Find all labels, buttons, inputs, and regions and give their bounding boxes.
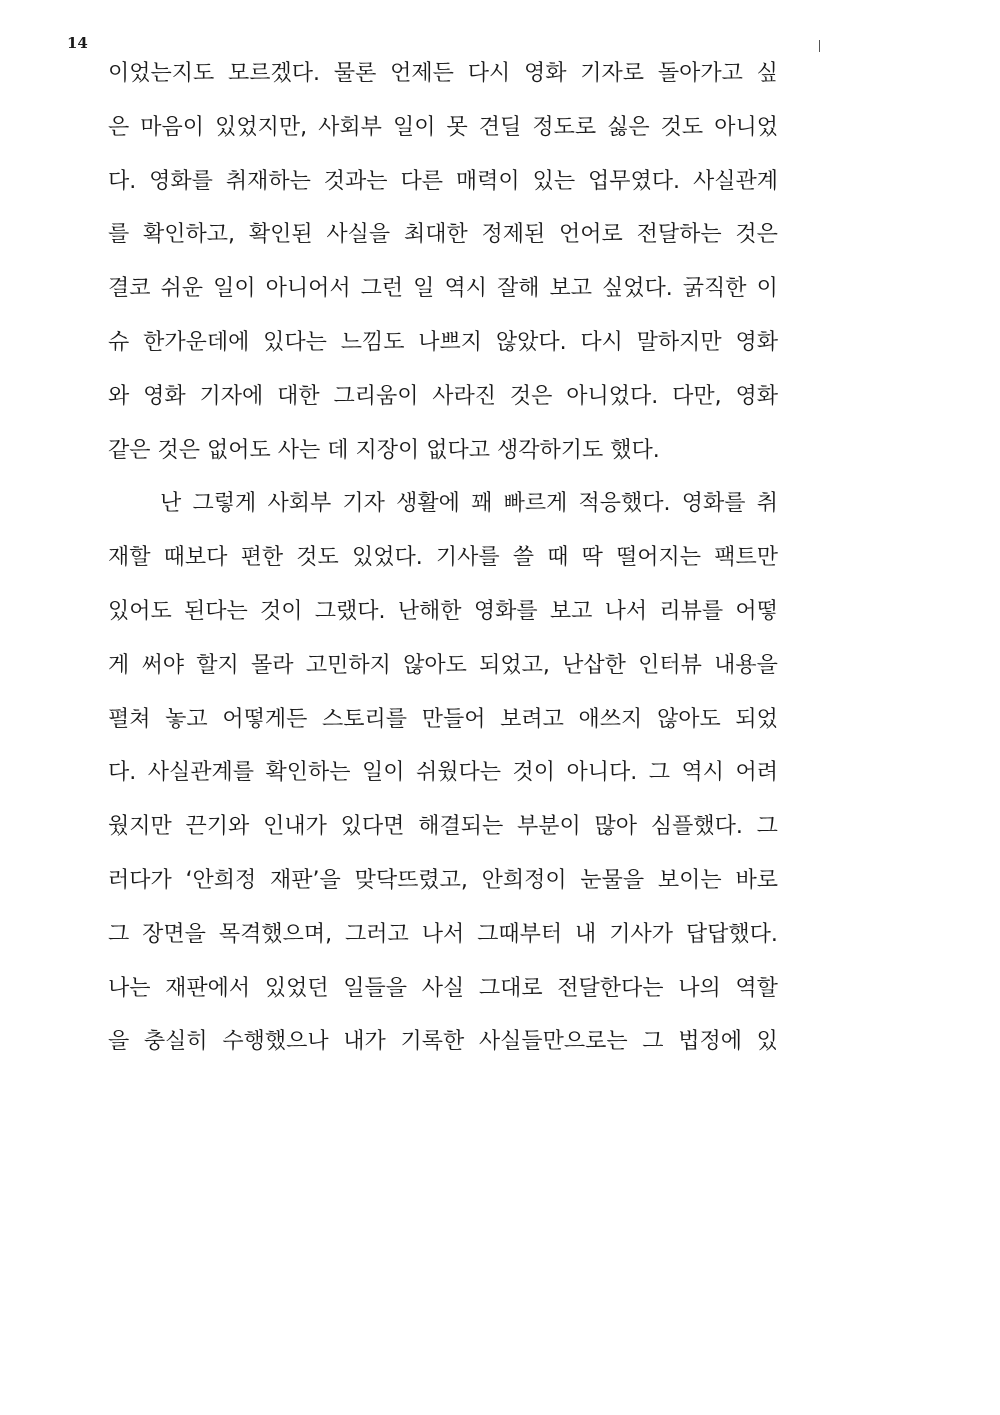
text-word: 빠르게 bbox=[503, 491, 568, 517]
text-word: 내가 bbox=[343, 1029, 386, 1055]
text-line bbox=[108, 56, 778, 110]
text-line bbox=[108, 594, 778, 648]
text-word: 잘해 bbox=[496, 276, 540, 302]
text-word: 매력이 bbox=[455, 168, 520, 194]
text-word: 기록한 bbox=[400, 1029, 465, 1055]
text-word: 사회부 bbox=[267, 491, 332, 517]
text-line bbox=[108, 486, 778, 540]
text-word: 내 bbox=[575, 921, 597, 947]
text-word: 있었던 bbox=[264, 975, 329, 1001]
text-word: 그러고 bbox=[345, 921, 409, 947]
text-line bbox=[108, 648, 778, 702]
text-word: 역시 bbox=[444, 276, 487, 302]
text-word: 나의 bbox=[678, 975, 721, 1001]
text-word: 일이 bbox=[361, 760, 405, 786]
text-word: 인터뷰 bbox=[638, 652, 702, 678]
text-word: 사실을 bbox=[326, 222, 391, 248]
text-word: 다시 bbox=[580, 329, 623, 355]
text-word: 재할 bbox=[108, 545, 151, 571]
text-word: 을 bbox=[108, 1029, 130, 1055]
text-line bbox=[108, 702, 778, 756]
text-word: 때 bbox=[547, 545, 569, 571]
text-word: 되었고, bbox=[479, 652, 550, 678]
text-word: 싶 bbox=[756, 61, 778, 86]
text-word: 영화를 bbox=[149, 168, 213, 194]
text-word: 전달하는 bbox=[636, 222, 722, 248]
text-word: 사실관계 bbox=[692, 168, 778, 194]
text-word: 떨어지는 bbox=[616, 545, 702, 571]
corner-tick-mark bbox=[819, 40, 820, 52]
text-word: 보고 bbox=[549, 276, 593, 302]
text-word: 재판에서 bbox=[165, 975, 251, 1001]
text-word: 편한 bbox=[240, 545, 284, 571]
text-word: 수행했으나 bbox=[222, 1029, 329, 1055]
text-word: 난해한 bbox=[397, 598, 462, 624]
text-word: 다. bbox=[108, 760, 137, 786]
text-word: 목격했으며, bbox=[218, 921, 333, 947]
text-word: 리뷰를 bbox=[659, 598, 724, 624]
text-word: 다. bbox=[108, 168, 137, 194]
text-word: 보고 bbox=[549, 598, 593, 624]
text-word: 것이 bbox=[260, 598, 303, 624]
text-word: 놓고 bbox=[165, 706, 208, 732]
text-word: 결코 bbox=[108, 276, 151, 302]
text-word: 장면을 bbox=[142, 921, 206, 947]
text-word: 지장이 bbox=[355, 437, 427, 463]
text-word: 적응했다. bbox=[578, 491, 671, 517]
text-word: 게 bbox=[108, 652, 130, 678]
text-word: 전달한다는 bbox=[557, 975, 664, 1001]
text-word: 확인된 bbox=[248, 222, 313, 248]
text-word: 그렇게 bbox=[192, 491, 257, 517]
text-word: 견딜 bbox=[478, 114, 522, 140]
text-word: 굵직한 bbox=[682, 276, 747, 302]
text-word: 물론 bbox=[333, 61, 377, 86]
text-line bbox=[108, 433, 778, 487]
text-word: 이 bbox=[756, 276, 778, 302]
text-word: 사실관계를 bbox=[147, 760, 254, 786]
text-word: 느낌도 bbox=[340, 329, 405, 355]
text-word: 아니었다. bbox=[566, 383, 659, 409]
text-word: 쓸 bbox=[512, 545, 535, 571]
text-word: 때보다 bbox=[163, 545, 228, 571]
text-word: 돌아가고 bbox=[657, 61, 743, 86]
text-word: 아니어서 bbox=[265, 276, 351, 302]
text-word: 취 bbox=[756, 491, 778, 517]
text-word: 영화 bbox=[735, 383, 778, 409]
text-word: 를 bbox=[108, 222, 130, 248]
text-word: 이었는지도 bbox=[108, 61, 215, 86]
text-word: 그랬다. bbox=[314, 598, 386, 624]
text-word: 심플했다. bbox=[650, 814, 743, 840]
text-word: 있는 bbox=[532, 168, 576, 194]
text-word: 그 bbox=[648, 760, 670, 786]
text-word: 어떻 bbox=[735, 598, 778, 624]
text-word: 러다가 bbox=[108, 867, 172, 893]
text-word: 것은 bbox=[735, 222, 778, 248]
text-word: 스토리를 bbox=[322, 706, 408, 732]
text-word: 아니다. bbox=[566, 760, 638, 786]
text-word: 맞닥뜨렸고, bbox=[354, 867, 468, 893]
text-word: 답답했다. bbox=[685, 921, 778, 947]
text-word: 정제된 bbox=[481, 222, 546, 248]
text-word: 생각하기도 bbox=[497, 437, 611, 463]
text-word: 기자 bbox=[342, 491, 385, 517]
text-word: 난삽한 bbox=[562, 652, 626, 678]
text-word: 다시 bbox=[467, 61, 511, 86]
text-line bbox=[108, 917, 778, 971]
text-word: 모르겠다. bbox=[228, 61, 321, 86]
text-word: 되었 bbox=[735, 706, 778, 732]
text-word: 말하지만 bbox=[636, 329, 722, 355]
text-word: 그 bbox=[642, 1029, 664, 1055]
text-word: 기자에 bbox=[199, 383, 264, 409]
text-word: 된다는 bbox=[184, 598, 248, 624]
text-word: 그 bbox=[108, 921, 130, 947]
text-word: 영화 bbox=[735, 329, 778, 355]
text-word: 것과는 bbox=[323, 168, 388, 194]
text-word: 기사가 bbox=[609, 921, 673, 947]
body-text bbox=[108, 56, 778, 1078]
text-word: 취재하는 bbox=[225, 168, 311, 194]
text-word: 최대한 bbox=[403, 222, 468, 248]
text-word: 사회부 bbox=[318, 114, 382, 140]
text-line bbox=[108, 379, 778, 433]
text-word: 업무였다. bbox=[588, 168, 681, 194]
text-word: 그때부터 bbox=[477, 921, 563, 947]
text-word: 싫은 bbox=[607, 114, 650, 140]
text-word: 나서 bbox=[421, 921, 465, 947]
text-word: 쉬웠다는 bbox=[415, 760, 501, 786]
text-word: 역할 bbox=[735, 975, 778, 1001]
text-word: 언제든 bbox=[390, 61, 454, 86]
text-word: 보이는 bbox=[657, 867, 722, 893]
text-word: 기사를 bbox=[435, 545, 500, 571]
text-word: 것은 bbox=[509, 383, 553, 409]
text-word: 그 bbox=[756, 814, 778, 840]
text-word: 마음이 bbox=[140, 114, 205, 140]
text-word: 몰라 bbox=[251, 652, 294, 678]
text-word: 아니었 bbox=[714, 114, 778, 140]
text-word: 역시 bbox=[681, 760, 724, 786]
text-word: 사실 bbox=[421, 975, 465, 1001]
text-word: 펼쳐 bbox=[108, 706, 151, 732]
text-word: 확인하고, bbox=[143, 222, 236, 248]
text-word: 않았다. bbox=[495, 329, 567, 355]
text-word: 할지 bbox=[196, 652, 239, 678]
text-word: 내용을 bbox=[714, 652, 778, 678]
text-word: 싶었다. bbox=[602, 276, 673, 302]
text-word: 만들어 bbox=[421, 706, 486, 732]
text-line bbox=[108, 110, 778, 164]
text-word: 보려고 bbox=[500, 706, 564, 732]
text-word: 와 bbox=[108, 383, 130, 409]
text-word: 써야 bbox=[141, 652, 185, 678]
text-word: 정도로 bbox=[532, 114, 597, 140]
text-word: 일이 bbox=[213, 276, 256, 302]
text-word: 다른 bbox=[400, 168, 443, 194]
text-word: 고민하지 bbox=[305, 652, 391, 678]
text-line bbox=[108, 971, 778, 1025]
text-word: 없다고 bbox=[426, 437, 497, 463]
text-word: 그런 bbox=[360, 276, 404, 302]
text-word: 있다면 bbox=[340, 814, 405, 840]
text-word: 팩트만 bbox=[714, 545, 778, 571]
text-word: 안희정이 bbox=[481, 867, 567, 893]
text-line bbox=[108, 540, 778, 594]
text-word: 언어로 bbox=[559, 222, 623, 248]
text-word: 사실들만으로는 bbox=[478, 1029, 628, 1055]
text-word: 것이 bbox=[512, 760, 555, 786]
text-word: 사라진 bbox=[432, 383, 497, 409]
text-word: 은 bbox=[108, 114, 130, 140]
text-line bbox=[108, 164, 778, 218]
text-word: 나쁘지 bbox=[418, 329, 483, 355]
text-word: 있어도 bbox=[108, 598, 172, 624]
text-line bbox=[108, 755, 778, 809]
text-word: 충실히 bbox=[143, 1029, 208, 1055]
text-word: 어려 bbox=[735, 760, 778, 786]
text-word: 어떻게든 bbox=[222, 706, 308, 732]
text-word: 생활에 bbox=[396, 491, 460, 517]
text-word: 재판’을 bbox=[270, 867, 341, 893]
text-word: 많아 bbox=[594, 814, 638, 840]
text-word: 바로 bbox=[735, 867, 778, 893]
text-word: 일이 bbox=[392, 114, 436, 140]
text-word: 않아도 bbox=[656, 706, 721, 732]
text-word: 했다. bbox=[610, 437, 660, 463]
text-word: 않아도 bbox=[403, 652, 467, 678]
text-line bbox=[108, 809, 778, 863]
text-line bbox=[108, 325, 778, 379]
text-word: ‘안희정 bbox=[185, 867, 257, 893]
text-word: 슈 bbox=[108, 329, 130, 355]
text-line bbox=[108, 863, 778, 917]
text-word: 데 bbox=[327, 437, 356, 463]
text-word: 있었지만, bbox=[215, 114, 308, 140]
text-word: 그리움이 bbox=[333, 383, 419, 409]
text-word: 것도 bbox=[296, 545, 339, 571]
text-word: 난 bbox=[160, 491, 182, 517]
text-word: 일 bbox=[413, 276, 435, 302]
text-word: 것은 bbox=[157, 437, 207, 463]
text-word: 확인하는 bbox=[265, 760, 351, 786]
text-word: 딱 bbox=[581, 545, 603, 571]
text-word: 있다는 bbox=[263, 329, 327, 355]
text-word: 나는 bbox=[108, 975, 151, 1001]
text-word: 대한 bbox=[277, 383, 320, 409]
text-word: 한가운데에 bbox=[143, 329, 250, 355]
text-line bbox=[108, 217, 778, 271]
text-word: 인내가 bbox=[263, 814, 327, 840]
text-line bbox=[108, 1024, 778, 1078]
text-word: 그대로 bbox=[478, 975, 543, 1001]
text-word: 영화를 bbox=[681, 491, 746, 517]
text-word: 기자로 bbox=[580, 61, 645, 86]
text-word: 꽤 bbox=[471, 491, 493, 517]
text-word: 일들을 bbox=[343, 975, 408, 1001]
text-word: 부분이 bbox=[516, 814, 581, 840]
text-word: 같은 bbox=[108, 437, 158, 463]
text-word: 눈물을 bbox=[580, 867, 645, 893]
text-word: 다만, bbox=[672, 383, 722, 409]
text-word: 있었다. bbox=[351, 545, 423, 571]
page-number: 14 bbox=[67, 34, 88, 52]
text-word: 애쓰지 bbox=[578, 706, 643, 732]
text-word: 없어도 bbox=[207, 437, 278, 463]
text-word: 법정에 bbox=[678, 1029, 742, 1055]
text-word: 영화 bbox=[523, 61, 567, 86]
text-word: 영화를 bbox=[473, 598, 538, 624]
text-word: 영화 bbox=[143, 383, 186, 409]
text-word: 해결되는 bbox=[418, 814, 504, 840]
text-word: 사는 bbox=[277, 437, 328, 463]
text-word: 것도 bbox=[660, 114, 704, 140]
text-word: 있 bbox=[756, 1029, 778, 1055]
text-word: 쉬운 bbox=[160, 276, 204, 302]
text-word: 못 bbox=[446, 114, 468, 140]
text-word: 나서 bbox=[604, 598, 648, 624]
text-word: 끈기와 bbox=[185, 814, 250, 840]
text-word: 웠지만 bbox=[108, 814, 172, 840]
text-line bbox=[108, 271, 778, 325]
